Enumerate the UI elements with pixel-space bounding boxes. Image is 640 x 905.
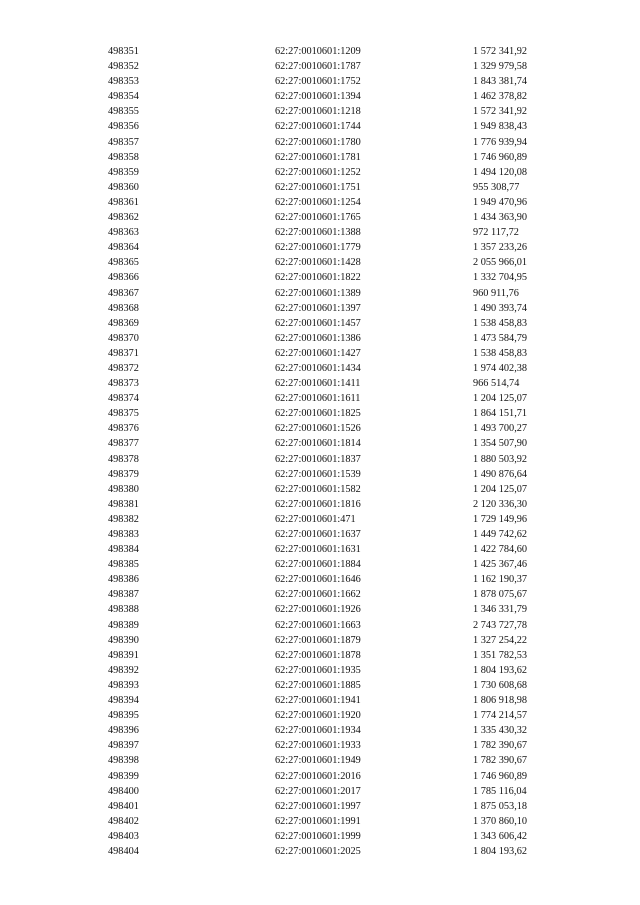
cadastral-number-cell: 62:27:0010601:1781 bbox=[275, 151, 361, 163]
cadastral-value-cell: 1 490 393,74 bbox=[473, 302, 528, 314]
table-row bbox=[108, 421, 548, 436]
record-number-cell: 498377 bbox=[108, 438, 139, 450]
table-row bbox=[108, 301, 548, 316]
table-row bbox=[108, 376, 548, 391]
table-row bbox=[108, 436, 548, 451]
record-number-cell: 498364 bbox=[108, 242, 139, 254]
cadastral-number-cell: 62:27:0010601:1637 bbox=[275, 529, 361, 540]
table-row bbox=[108, 512, 548, 527]
cadastral-value-cell: 2 743 727,78 bbox=[473, 619, 528, 631]
cadastral-number-cell: 62:27:0010601:1949 bbox=[275, 755, 361, 767]
table-row bbox=[108, 195, 548, 210]
cadastral-number-cell: 62:27:0010601:1539 bbox=[275, 468, 361, 480]
record-number-cell: 498351 bbox=[108, 46, 139, 57]
record-number-cell: 498358 bbox=[108, 151, 139, 163]
cadastral-number-cell: 62:27:0010601:1646 bbox=[275, 574, 361, 586]
cadastral-value-cell: 1 204 125,07 bbox=[473, 393, 528, 405]
table-row bbox=[108, 738, 548, 753]
cadastral-number-cell: 62:27:0010601:1386 bbox=[275, 332, 361, 344]
table-row bbox=[108, 104, 548, 119]
table-row bbox=[108, 572, 548, 587]
cadastral-value-cell: 1 572 341,92 bbox=[473, 106, 528, 118]
table-row bbox=[108, 527, 548, 542]
cadastral-number-cell: 62:27:0010601:1427 bbox=[275, 347, 361, 359]
table-row bbox=[108, 180, 548, 195]
record-number-cell: 498359 bbox=[108, 166, 139, 178]
record-number-cell: 498399 bbox=[108, 770, 139, 782]
record-number-cell: 498387 bbox=[108, 589, 139, 601]
record-number-cell: 498366 bbox=[108, 272, 139, 284]
record-number-cell: 498401 bbox=[108, 800, 139, 812]
table-row bbox=[108, 467, 548, 482]
cadastral-value-cell: 1 370 860,10 bbox=[473, 815, 528, 827]
record-number-cell: 498378 bbox=[108, 453, 139, 465]
cadastral-number-cell: 62:27:0010601:1388 bbox=[275, 227, 361, 239]
table-row bbox=[108, 150, 548, 165]
table-row bbox=[108, 346, 548, 361]
table-row bbox=[108, 829, 548, 844]
record-number-cell: 498369 bbox=[108, 317, 139, 329]
cadastral-value-cell: 1 949 470,96 bbox=[473, 196, 528, 208]
cadastral-number-cell: 62:27:0010601:471 bbox=[275, 513, 356, 525]
cadastral-number-cell: 62:27:0010601:1920 bbox=[275, 710, 361, 722]
cadastral-value-cell: 1 351 782,53 bbox=[473, 649, 528, 661]
record-number-cell: 498365 bbox=[108, 257, 139, 269]
cadastral-number-cell: 62:27:0010601:2025 bbox=[275, 845, 361, 857]
cadastral-value-cell: 1 730 608,68 bbox=[473, 679, 528, 691]
record-number-cell: 498395 bbox=[108, 710, 139, 722]
cadastral-value-cell: 1 162 190,37 bbox=[473, 574, 528, 586]
cadastral-value-cell: 1 864 151,71 bbox=[473, 408, 528, 420]
table-row bbox=[108, 331, 548, 346]
table-row bbox=[108, 814, 548, 829]
cadastral-number-cell: 62:27:0010601:1934 bbox=[275, 725, 361, 737]
table-row bbox=[108, 618, 548, 633]
table-row bbox=[108, 406, 548, 421]
cadastral-value-table bbox=[108, 44, 548, 859]
table-row bbox=[108, 44, 548, 59]
cadastral-value-cell: 1 494 120,08 bbox=[473, 166, 528, 178]
cadastral-number-cell: 62:27:0010601:1991 bbox=[275, 815, 361, 827]
cadastral-value-cell: 1 746 960,89 bbox=[473, 151, 528, 163]
cadastral-number-cell: 62:27:0010601:1663 bbox=[275, 619, 361, 631]
table-row bbox=[108, 769, 548, 784]
record-number-cell: 498372 bbox=[108, 362, 139, 374]
cadastral-value-cell: 1 422 784,60 bbox=[473, 544, 528, 556]
cadastral-number-cell: 62:27:0010601:1434 bbox=[275, 362, 361, 374]
table-row bbox=[108, 225, 548, 240]
record-number-cell: 498374 bbox=[108, 393, 139, 405]
cadastral-number-cell: 62:27:0010601:1779 bbox=[275, 242, 361, 254]
table-row bbox=[108, 723, 548, 738]
record-number-cell: 498371 bbox=[108, 347, 139, 359]
cadastral-value-cell: 1 746 960,89 bbox=[473, 770, 528, 782]
cadastral-number-cell: 62:27:0010601:1825 bbox=[275, 408, 361, 420]
record-number-cell: 498375 bbox=[108, 408, 139, 420]
cadastral-number-cell: 62:27:0010601:1879 bbox=[275, 634, 361, 646]
cadastral-value-cell: 1 473 584,79 bbox=[473, 332, 528, 344]
cadastral-value-cell: 1 875 053,18 bbox=[473, 800, 528, 812]
cadastral-value-cell: 1 843 381,74 bbox=[473, 76, 528, 88]
table-row bbox=[108, 165, 548, 180]
cadastral-value-cell: 1 878 075,67 bbox=[473, 589, 528, 601]
cadastral-value-cell: 1 572 341,92 bbox=[473, 46, 528, 57]
table-row bbox=[108, 210, 548, 225]
cadastral-value-cell: 1 332 704,95 bbox=[473, 272, 528, 284]
record-number-cell: 498384 bbox=[108, 544, 139, 556]
table-row bbox=[108, 587, 548, 602]
cadastral-value-cell: 1 327 254,22 bbox=[473, 634, 528, 646]
table-row bbox=[108, 240, 548, 255]
table-row bbox=[108, 316, 548, 331]
record-number-cell: 498390 bbox=[108, 634, 139, 646]
record-number-cell: 498376 bbox=[108, 423, 139, 435]
cadastral-value-cell: 2 120 336,30 bbox=[473, 498, 528, 510]
record-number-cell: 498353 bbox=[108, 76, 139, 88]
cadastral-number-cell: 62:27:0010601:1389 bbox=[275, 287, 361, 299]
cadastral-number-cell: 62:27:0010601:1397 bbox=[275, 302, 361, 314]
record-number-cell: 498381 bbox=[108, 498, 139, 510]
cadastral-value-cell: 1 785 116,04 bbox=[473, 785, 527, 797]
cadastral-number-cell: 62:27:0010601:1814 bbox=[275, 438, 361, 450]
cadastral-number-cell: 62:27:0010601:1780 bbox=[275, 136, 361, 148]
cadastral-number-cell: 62:27:0010601:1765 bbox=[275, 212, 361, 224]
cadastral-value-cell: 2 055 966,01 bbox=[473, 257, 528, 269]
cadastral-value-cell: 1 774 214,57 bbox=[473, 710, 528, 722]
cadastral-number-cell: 62:27:0010601:1787 bbox=[275, 61, 361, 73]
cadastral-value-cell: 1 449 742,62 bbox=[473, 529, 528, 540]
cadastral-value-cell: 955 308,77 bbox=[473, 181, 520, 193]
record-number-cell: 498391 bbox=[108, 649, 139, 661]
cadastral-number-cell: 62:27:0010601:1218 bbox=[275, 106, 361, 118]
cadastral-number-cell: 62:27:0010601:2016 bbox=[275, 770, 361, 782]
cadastral-value-cell: 1 425 367,46 bbox=[473, 559, 528, 571]
table-row bbox=[108, 784, 548, 799]
table-row bbox=[108, 497, 548, 512]
table-row bbox=[108, 602, 548, 617]
cadastral-number-cell: 62:27:0010601:1751 bbox=[275, 181, 361, 193]
cadastral-value-cell: 1 729 149,96 bbox=[473, 513, 528, 525]
cadastral-number-cell: 62:27:0010601:1816 bbox=[275, 498, 361, 510]
record-number-cell: 498402 bbox=[108, 815, 139, 827]
cadastral-number-cell: 62:27:0010601:1254 bbox=[275, 196, 361, 208]
cadastral-number-cell: 62:27:0010601:1662 bbox=[275, 589, 361, 601]
record-number-cell: 498363 bbox=[108, 227, 139, 239]
cadastral-value-cell: 1 804 193,62 bbox=[473, 664, 528, 676]
cadastral-value-cell: 1 357 233,26 bbox=[473, 242, 528, 254]
cadastral-number-cell: 62:27:0010601:1611 bbox=[275, 393, 361, 405]
table-row bbox=[108, 270, 548, 285]
cadastral-value-cell: 1 538 458,83 bbox=[473, 317, 528, 329]
record-number-cell: 498356 bbox=[108, 121, 139, 133]
cadastral-number-cell: 62:27:0010601:1933 bbox=[275, 740, 361, 752]
cadastral-value-cell: 960 911,76 bbox=[473, 287, 519, 299]
table-row bbox=[108, 135, 548, 150]
record-number-cell: 498380 bbox=[108, 483, 139, 495]
record-number-cell: 498367 bbox=[108, 287, 139, 299]
record-number-cell: 498368 bbox=[108, 302, 139, 314]
table-row bbox=[108, 542, 548, 557]
cadastral-number-cell: 62:27:0010601:1457 bbox=[275, 317, 361, 329]
cadastral-number-cell: 62:27:0010601:1837 bbox=[275, 453, 361, 465]
cadastral-value-cell: 1 974 402,38 bbox=[473, 362, 528, 374]
record-number-cell: 498355 bbox=[108, 106, 139, 118]
record-number-cell: 498394 bbox=[108, 695, 139, 707]
cadastral-value-cell: 1 538 458,83 bbox=[473, 347, 528, 359]
record-number-cell: 498354 bbox=[108, 91, 139, 103]
cadastral-number-cell: 62:27:0010601:1526 bbox=[275, 423, 361, 435]
cadastral-value-cell: 1 806 918,98 bbox=[473, 695, 528, 707]
cadastral-value-cell: 1 782 390,67 bbox=[473, 740, 528, 752]
record-number-cell: 498386 bbox=[108, 574, 139, 586]
table-body bbox=[108, 44, 548, 859]
cadastral-value-cell: 1 343 606,42 bbox=[473, 830, 528, 842]
record-number-cell: 498393 bbox=[108, 679, 139, 691]
record-number-cell: 498357 bbox=[108, 136, 139, 148]
record-number-cell: 498385 bbox=[108, 559, 139, 571]
cadastral-value-cell: 1 880 503,92 bbox=[473, 453, 528, 465]
table-row bbox=[108, 693, 548, 708]
table-row bbox=[108, 74, 548, 89]
table-row bbox=[108, 482, 548, 497]
table-row bbox=[108, 844, 548, 859]
cadastral-number-cell: 62:27:0010601:1252 bbox=[275, 166, 361, 178]
cadastral-number-cell: 62:27:0010601:1935 bbox=[275, 664, 361, 676]
record-number-cell: 498352 bbox=[108, 61, 139, 73]
cadastral-number-cell: 62:27:0010601:1884 bbox=[275, 559, 361, 571]
cadastral-number-cell: 62:27:0010601:1744 bbox=[275, 121, 361, 133]
table-row bbox=[108, 648, 548, 663]
record-number-cell: 498362 bbox=[108, 212, 139, 224]
record-number-cell: 498388 bbox=[108, 604, 139, 616]
cadastral-value-cell: 972 117,72 bbox=[473, 227, 519, 239]
cadastral-number-cell: 62:27:0010601:1582 bbox=[275, 483, 361, 495]
record-number-cell: 498400 bbox=[108, 785, 139, 797]
table-row bbox=[108, 678, 548, 693]
cadastral-number-cell: 62:27:0010601:1999 bbox=[275, 830, 361, 842]
cadastral-value-cell: 1 204 125,07 bbox=[473, 483, 528, 495]
record-number-cell: 498360 bbox=[108, 181, 139, 193]
cadastral-number-cell: 62:27:0010601:1209 bbox=[275, 46, 361, 57]
cadastral-number-cell: 62:27:0010601:1822 bbox=[275, 272, 361, 284]
record-number-cell: 498370 bbox=[108, 332, 139, 344]
record-number-cell: 498389 bbox=[108, 619, 139, 631]
cadastral-value-cell: 1 776 939,94 bbox=[473, 136, 528, 148]
record-number-cell: 498373 bbox=[108, 378, 139, 390]
table-row bbox=[108, 753, 548, 768]
cadastral-value-cell: 1 490 876,64 bbox=[473, 468, 528, 480]
cadastral-value-cell: 1 782 390,67 bbox=[473, 755, 528, 767]
table-row bbox=[108, 89, 548, 104]
cadastral-number-cell: 62:27:0010601:1394 bbox=[275, 91, 361, 103]
cadastral-number-cell: 62:27:0010601:1411 bbox=[275, 378, 361, 390]
table-row bbox=[108, 663, 548, 678]
cadastral-number-cell: 62:27:0010601:1752 bbox=[275, 76, 361, 88]
table-row bbox=[108, 708, 548, 723]
cadastral-value-cell: 1 354 507,90 bbox=[473, 438, 528, 450]
table-row bbox=[108, 119, 548, 134]
cadastral-value-cell: 1 949 838,43 bbox=[473, 121, 528, 133]
cadastral-value-cell: 1 335 430,32 bbox=[473, 725, 528, 737]
cadastral-number-cell: 62:27:0010601:1941 bbox=[275, 695, 361, 707]
cadastral-value-cell: 1 462 378,82 bbox=[473, 91, 528, 103]
table-row bbox=[108, 799, 548, 814]
cadastral-value-cell: 966 514,74 bbox=[473, 378, 520, 390]
record-number-cell: 498382 bbox=[108, 513, 139, 525]
record-number-cell: 498361 bbox=[108, 196, 139, 208]
record-number-cell: 498396 bbox=[108, 725, 139, 737]
cadastral-number-cell: 62:27:0010601:1926 bbox=[275, 604, 361, 616]
cadastral-value-cell: 1 329 979,58 bbox=[473, 61, 528, 73]
table-row bbox=[108, 557, 548, 572]
table-row bbox=[108, 633, 548, 648]
table-row bbox=[108, 255, 548, 270]
record-number-cell: 498398 bbox=[108, 755, 139, 767]
cadastral-value-cell: 1 434 363,90 bbox=[473, 212, 528, 224]
cadastral-value-cell: 1 804 193,62 bbox=[473, 845, 528, 857]
cadastral-number-cell: 62:27:0010601:1631 bbox=[275, 544, 361, 556]
table-row bbox=[108, 452, 548, 467]
cadastral-value-cell: 1 346 331,79 bbox=[473, 604, 528, 616]
record-number-cell: 498392 bbox=[108, 664, 139, 676]
table-row bbox=[108, 361, 548, 376]
record-number-cell: 498379 bbox=[108, 468, 139, 480]
cadastral-number-cell: 62:27:0010601:1878 bbox=[275, 649, 361, 661]
cadastral-value-cell: 1 493 700,27 bbox=[473, 423, 528, 435]
record-number-cell: 498404 bbox=[108, 845, 139, 857]
cadastral-number-cell: 62:27:0010601:2017 bbox=[275, 785, 361, 797]
record-number-cell: 498397 bbox=[108, 740, 139, 752]
table-row bbox=[108, 391, 548, 406]
record-number-cell: 498383 bbox=[108, 529, 139, 540]
table-row bbox=[108, 286, 548, 301]
cadastral-number-cell: 62:27:0010601:1885 bbox=[275, 679, 361, 691]
cadastral-number-cell: 62:27:0010601:1997 bbox=[275, 800, 361, 812]
cadastral-number-cell: 62:27:0010601:1428 bbox=[275, 257, 361, 269]
record-number-cell: 498403 bbox=[108, 830, 139, 842]
table-row bbox=[108, 59, 548, 74]
